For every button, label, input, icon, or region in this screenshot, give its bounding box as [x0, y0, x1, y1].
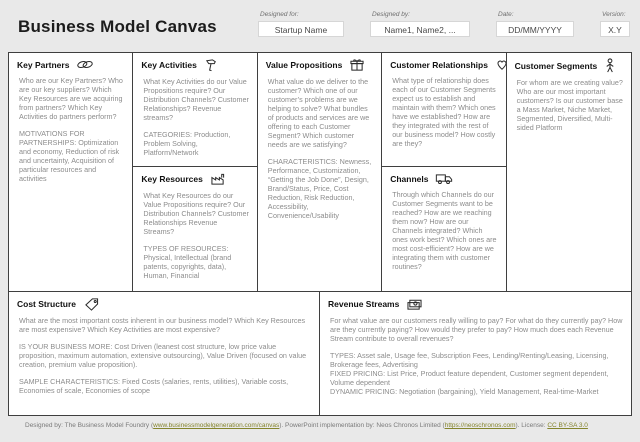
- channels-cell[interactable]: [382, 167, 506, 291]
- key-partners-hints: MOTIVATIONS FOR PARTNERSHIPS: Optimization and economy, Reduction of risk and uncertainty, Acquisition of particular resources and activities: [19, 129, 120, 183]
- header: [0, 0, 640, 52]
- license-link[interactable]: CC BY-SA 3.0: [547, 422, 588, 429]
- revenue-streams-title: Revenue Streams: [328, 299, 400, 309]
- heart-icon: [495, 58, 507, 71]
- value-propositions-questions: What value do we deliver to the customer? Which one of our customer’s problems are we helping to solve? What bundles of products and services are we offering to each Customer Segment? Which customer needs are we satisfying?: [267, 77, 370, 149]
- footer-text-1: Designed by: The Business Model Foundry (: [25, 422, 154, 429]
- key-resources-title: Key Resources: [141, 174, 203, 184]
- key-partners-header: [17, 58, 125, 71]
- footer-text-3: ). License:: [515, 422, 548, 429]
- neos-chronos-link[interactable]: https://neoschronos.com: [444, 422, 516, 429]
- revenue-streams-questions: For what value are our customers really willing to pay? For what do they currently pay? How are they currently paying? How would they prefer to pay? How much does each Revenue Stream contribute to overall revenues?: [330, 316, 623, 343]
- customer-segments-cell[interactable]: [507, 53, 631, 291]
- key-partners-questions: Who are our Key Partners? Who are our key suppliers? Which Key Resources are we acquiring from partners? Which Key Activities do partners perform?: [19, 76, 123, 121]
- designed-for-group: [258, 11, 344, 37]
- date-field[interactable]: DD/MM/YYYY: [496, 21, 574, 37]
- cost-structure-hints-1: IS YOUR BUSINESS MORE: Cost Driven (leanest cost structure, low price value proposition, maximum automation, extensive outsourcing), Value Driven (focused on value creation, premium value proposition).: [19, 342, 307, 369]
- designed-by-group: [370, 11, 470, 37]
- key-resources-header: [141, 172, 249, 186]
- revenue-streams-dynamic-pricing: DYNAMIC PRICING: Negotiation (bargaining), Yield Management, Real-time-Market: [330, 387, 599, 396]
- designed-by-field[interactable]: Name1, Name2, ...: [370, 21, 470, 37]
- key-partners-title: Key Partners: [17, 59, 70, 70]
- cost-structure-title: Cost Structure: [17, 299, 77, 309]
- truck-icon: [435, 172, 453, 185]
- value-propositions-title: Value Propositions: [265, 60, 343, 70]
- gift-icon: [349, 58, 365, 72]
- customer-relationships-questions: What type of relationship does each of our Customer Segments expect us to establish and maintain with them? Which ones have we established? How are they integrated with the rest of our business model? How costly are they?: [392, 76, 496, 148]
- channels-title: Channels: [390, 173, 429, 184]
- money-icon: [406, 297, 423, 311]
- value-propositions-cell[interactable]: [258, 53, 382, 291]
- revenue-streams-fixed-pricing: FIXED PRICING: List Price, Product feature dependent, Customer segment dependent, Volume dependent: [330, 369, 609, 387]
- revenue-streams-header: [328, 297, 624, 311]
- value-propositions-hints: CHARACTERISTICS: Newness, Performance, Customization, “Getting the Job Done”, Design, Brand/Status, Price, Cost Reduction, Risk Reduction, Accessibility, Convenience/Usability: [267, 157, 372, 220]
- customer-relationships-header: [390, 58, 498, 71]
- footer-text-2: ). PowerPoint implementation by: Neos Chronos Limited (: [279, 422, 445, 429]
- person-icon: [604, 58, 616, 73]
- key-resources-cell[interactable]: [133, 167, 257, 291]
- version-label: Version:: [602, 11, 626, 18]
- cost-structure-questions: What are the most important costs inherent in our business model? Which Key Resources are most expensive? Which Key Activities are most expensive?: [19, 316, 306, 334]
- chain-link-icon: [76, 58, 94, 71]
- price-tag-icon: [83, 297, 100, 311]
- business-model-canvas-grid: [8, 52, 632, 416]
- key-partners-cell[interactable]: [9, 53, 133, 291]
- date-group: [496, 11, 574, 37]
- footer-attribution: [0, 416, 640, 429]
- revenue-streams-cell[interactable]: [320, 291, 631, 415]
- revenue-streams-types: TYPES: Asset sale, Usage fee, Subscription Fees, Lending/Renting/Leasing, Licensing, Brokerage fees, Advertising: [330, 351, 609, 369]
- business-model-foundry-link[interactable]: www.businessmodelgeneration.com/canvas: [153, 422, 280, 429]
- key-activities-title: Key Activities: [141, 60, 197, 70]
- channels-questions: Through which Channels do our Customer Segments want to be reached? How are we reaching them now? How are our Channels integrated? Which ones work best? Which ones are most cost-efficient? How are we integrating them with customer routines?: [392, 190, 497, 271]
- customer-segments-header: [515, 58, 624, 73]
- cost-structure-hints-2: SAMPLE CHARACTERISTICS: Fixed Costs (salaries, rents, utilities), Variable costs, Economies of scale, Economies of scope: [19, 377, 289, 395]
- designed-by-label: Designed by:: [372, 11, 410, 18]
- factory-icon: [210, 172, 226, 186]
- designed-for-label: Designed for:: [260, 11, 299, 18]
- version-group: [600, 11, 630, 37]
- date-label: Date:: [498, 11, 514, 18]
- key-activities-questions: What Key Activities do our Value Propositions require? Our Distribution Channels? Customer Relationships? Revenue streams?: [143, 77, 249, 122]
- channels-header: [390, 172, 498, 185]
- cost-structure-header: [17, 297, 312, 311]
- designed-for-field[interactable]: Startup Name: [258, 21, 344, 37]
- customer-segments-questions: For whom are we creating value? Who are our most important customers? Is our customer base a Mass Market, Niche Market, Segmented, Diversified, Multi-sided Platform: [516, 78, 623, 132]
- key-resources-hints: TYPES OF RESOURCES: Physical, Intellectual (brand patents, copyrights, data), Human, Financial: [143, 244, 232, 280]
- page-title: Business Model Canvas: [18, 17, 217, 36]
- value-propositions-header: [266, 58, 374, 72]
- key-activities-hints: CATEGORIES: Production, Problem Solving, Platform/Network: [143, 130, 231, 157]
- header-fields: [258, 11, 630, 37]
- cost-structure-cell[interactable]: [9, 291, 320, 415]
- customer-relationships-cell[interactable]: [382, 53, 506, 167]
- customer-relationships-title: Customer Relationships: [390, 59, 488, 70]
- key-activities-header: [141, 58, 249, 72]
- key-activities-cell[interactable]: [133, 53, 257, 167]
- key-resources-questions: What Key Resources do our Value Propositions require? Our Distribution Channels? Customer Relationships Revenue Streams?: [143, 191, 249, 236]
- customer-segments-title: Customer Segments: [514, 60, 598, 71]
- version-field[interactable]: X.Y: [600, 21, 630, 37]
- hammer-icon: [204, 58, 219, 72]
